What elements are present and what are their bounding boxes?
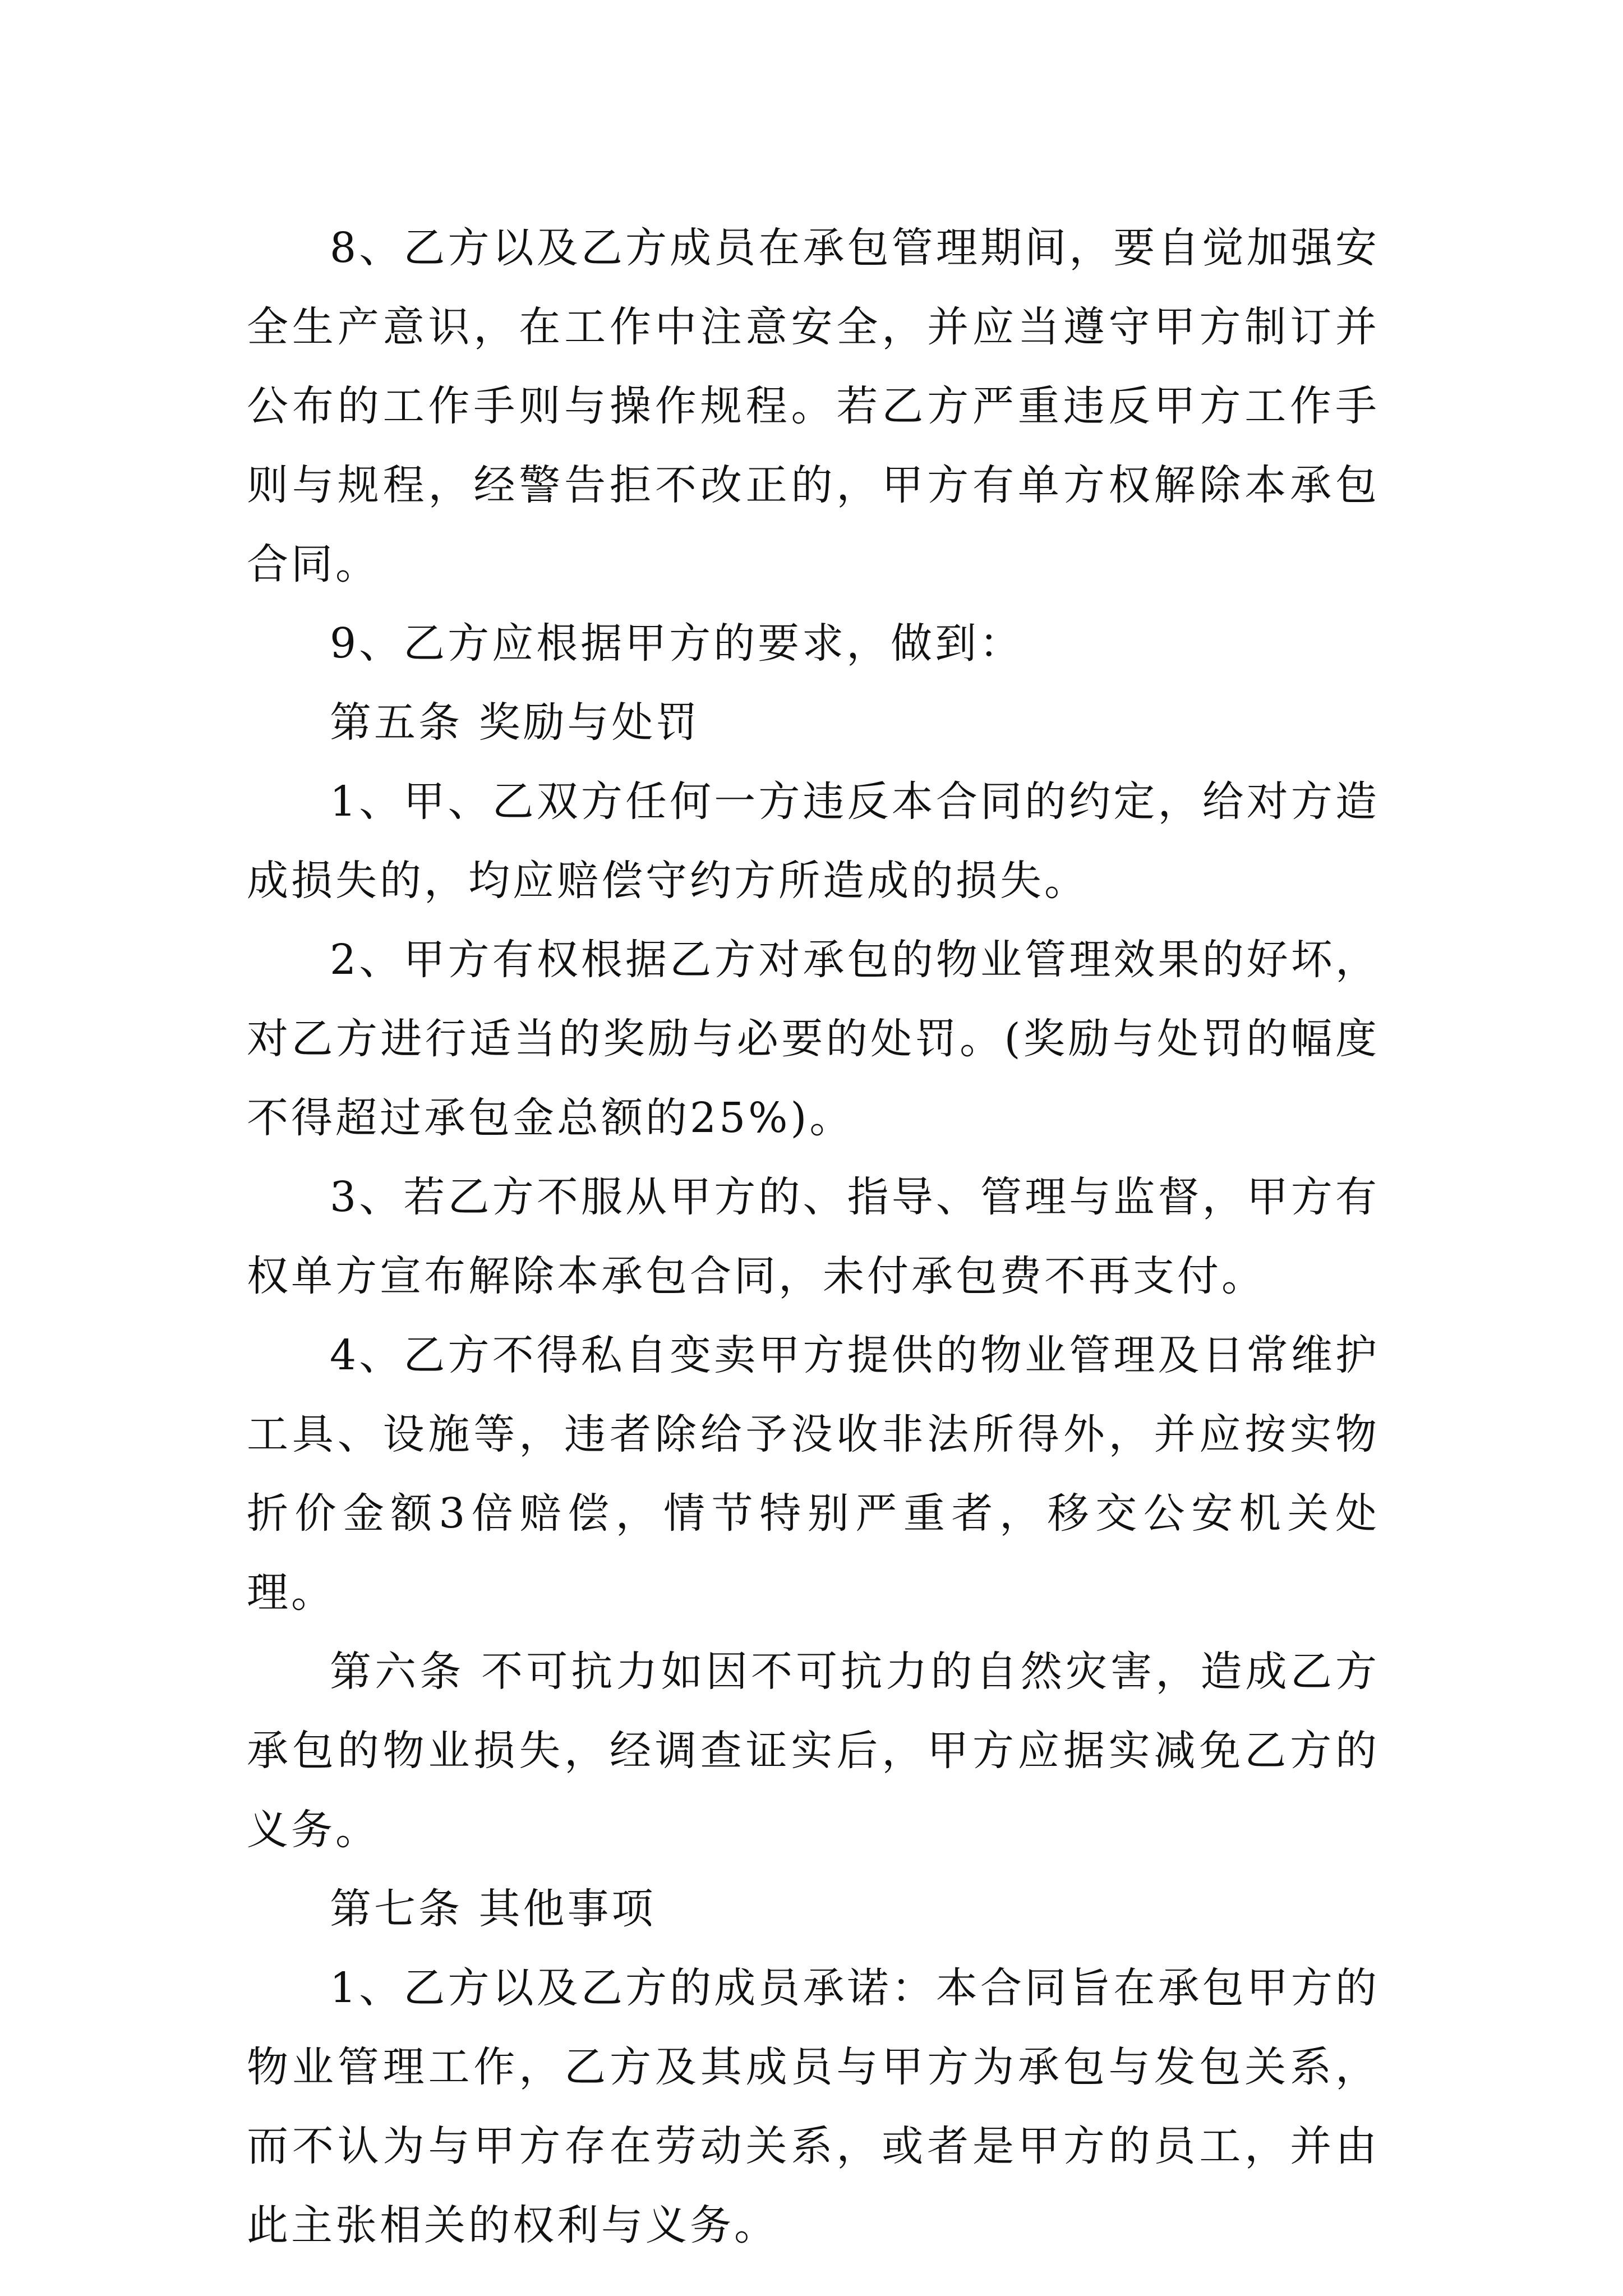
article-5-item-4: 4、乙方不得私自变卖甲方提供的物业管理及日常维护工具、设施等，违者除给予没收非法所得外，并应按实物折价金额3倍赔偿，情节特别严重者，移交公安机关处理。 [247,1331,1380,1617]
article-6-paragraph: 第六条 不可抗力如因不可抗力的自然灾害，造成乙方承包的物业损失，经调查证实后，甲方应据实减免乙方的义务。 [247,1648,1380,1854]
article-5-item-2: 2、甲方有权根据乙方对承包的物业管理效果的好坏，对乙方进行适当的奖励与必要的处罚。(奖励与处罚的幅度不得超过承包金总额的25%)。 [247,936,1380,1142]
article-7-heading: 第七条 其他事项 [330,1885,656,1933]
article-5-item-3: 3、若乙方不服从甲方的、指导、管理与监督，甲方有权单方宣布解除本承包合同，未付承包费不再支付。 [247,1173,1380,1300]
article-5-item-1: 1、甲、乙双方任何一方违反本合同的约定，给对方造成损失的，均应赔偿守约方所造成的损失。 [247,777,1380,905]
article-5-heading: 第五条 奖励与处罚 [330,698,700,747]
document-page [247,209,1380,2265]
clause-8-paragraph: 8、乙方以及乙方成员在承包管理期间，要自觉加强安全生产意识，在工作中注意安全，并应当遵守甲方制订并公布的工作手则与操作规程。若乙方严重违反甲方工作手则与规程，经警告拒不改正的，甲方有单方权解除本承包合同。 [247,224,1380,588]
clause-9-paragraph: 9、乙方应根据甲方的要求，做到： [330,619,1024,668]
article-7-item-1: 1、乙方以及乙方的成员承诺：本合同旨在承包甲方的物业管理工作，乙方及其成员与甲方为承包与发包关系，而不认为与甲方存在劳动关系，或者是甲方的员工，并由此主张相关的权利与义务。 [247,1964,1380,2249]
